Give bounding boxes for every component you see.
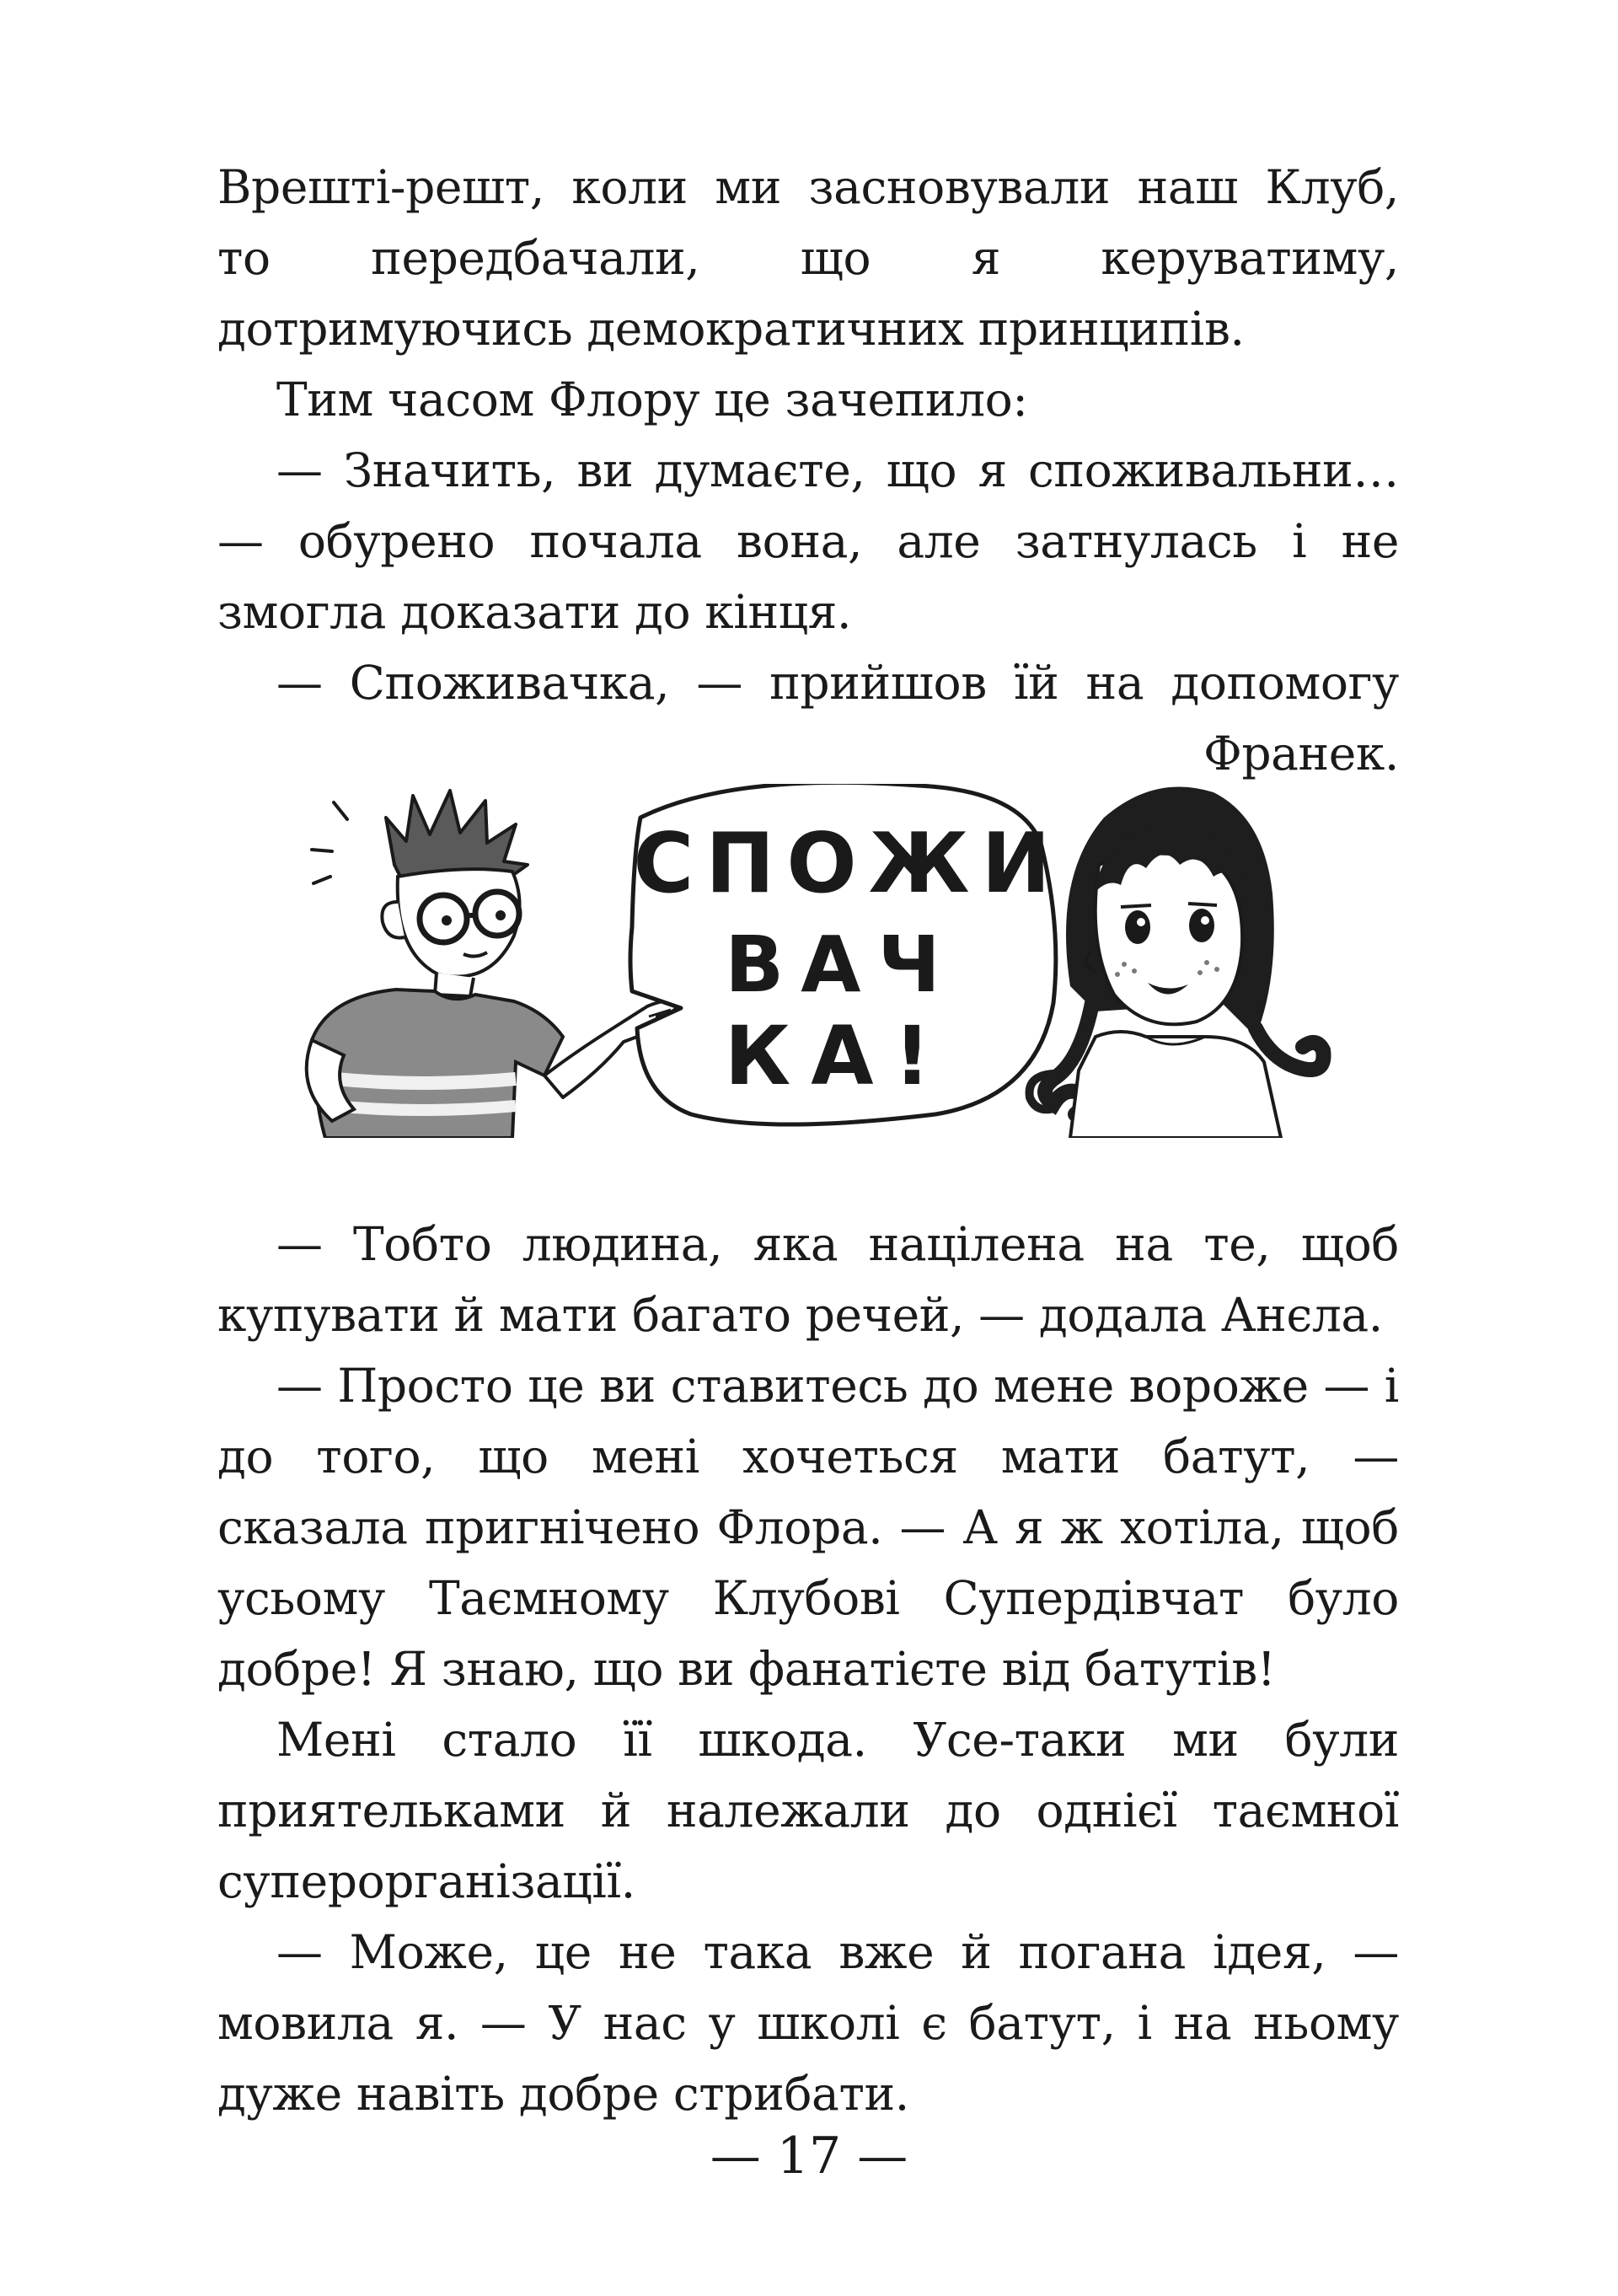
text-block-top (217, 152, 1399, 789)
text-block-bottom (217, 1209, 1399, 2129)
speech-line-1: СПОЖИ (633, 816, 1063, 912)
boy-figure (307, 791, 679, 1138)
speech-line-3: КА! (724, 1009, 951, 1103)
paragraph: — Споживачка, — прийшов їй на допомогу Франек. (276, 656, 1399, 781)
page-number: — 17 — (710, 2127, 908, 2186)
motion-lines (312, 802, 347, 883)
speech-line-2: ВАЧ (725, 920, 957, 1010)
paragraph: — Значить, ви думаєте, що я споживальни… — обурено почала вона, але затнулась і не змогла доказати до кінця. (217, 443, 1399, 639)
paragraph: Тим часом Флору це зачепило: (276, 373, 1028, 426)
girl-figure (1030, 786, 1324, 1138)
paragraph: — Тобто людина, яка націлена на те, щоб купувати й мати багато речей, — додала Анєла. (217, 1217, 1399, 1342)
paragraph: Врешті-решт, коли ми засновували наш Клуб, то передбачали, що я керуватиму, дотримуючись демократичних принципів. (217, 160, 1399, 356)
speech-bubble (630, 784, 1063, 1124)
illustration-speech (295, 784, 1340, 1138)
paragraph: Мені стало її шкода. Усе-таки ми були приятельками й належали до однієї таємної суперорганізації. (217, 1713, 1399, 1908)
paragraph: — Може, це не така вже й погана ідея, — мовила я. — У нас у школі є батут, і на ньому дуже навіть добре стрибати. (217, 1925, 1399, 2121)
paragraph: — Просто це ви ставитесь до мене вороже — і до того, що мені хочеться мати батут, — сказала пригнічено Флора. — А я ж хотіла, щоб усьому Таємному Клубові Супердівчат було добре! Я знаю, що ви фанатієте від батутів! (217, 1359, 1399, 1696)
